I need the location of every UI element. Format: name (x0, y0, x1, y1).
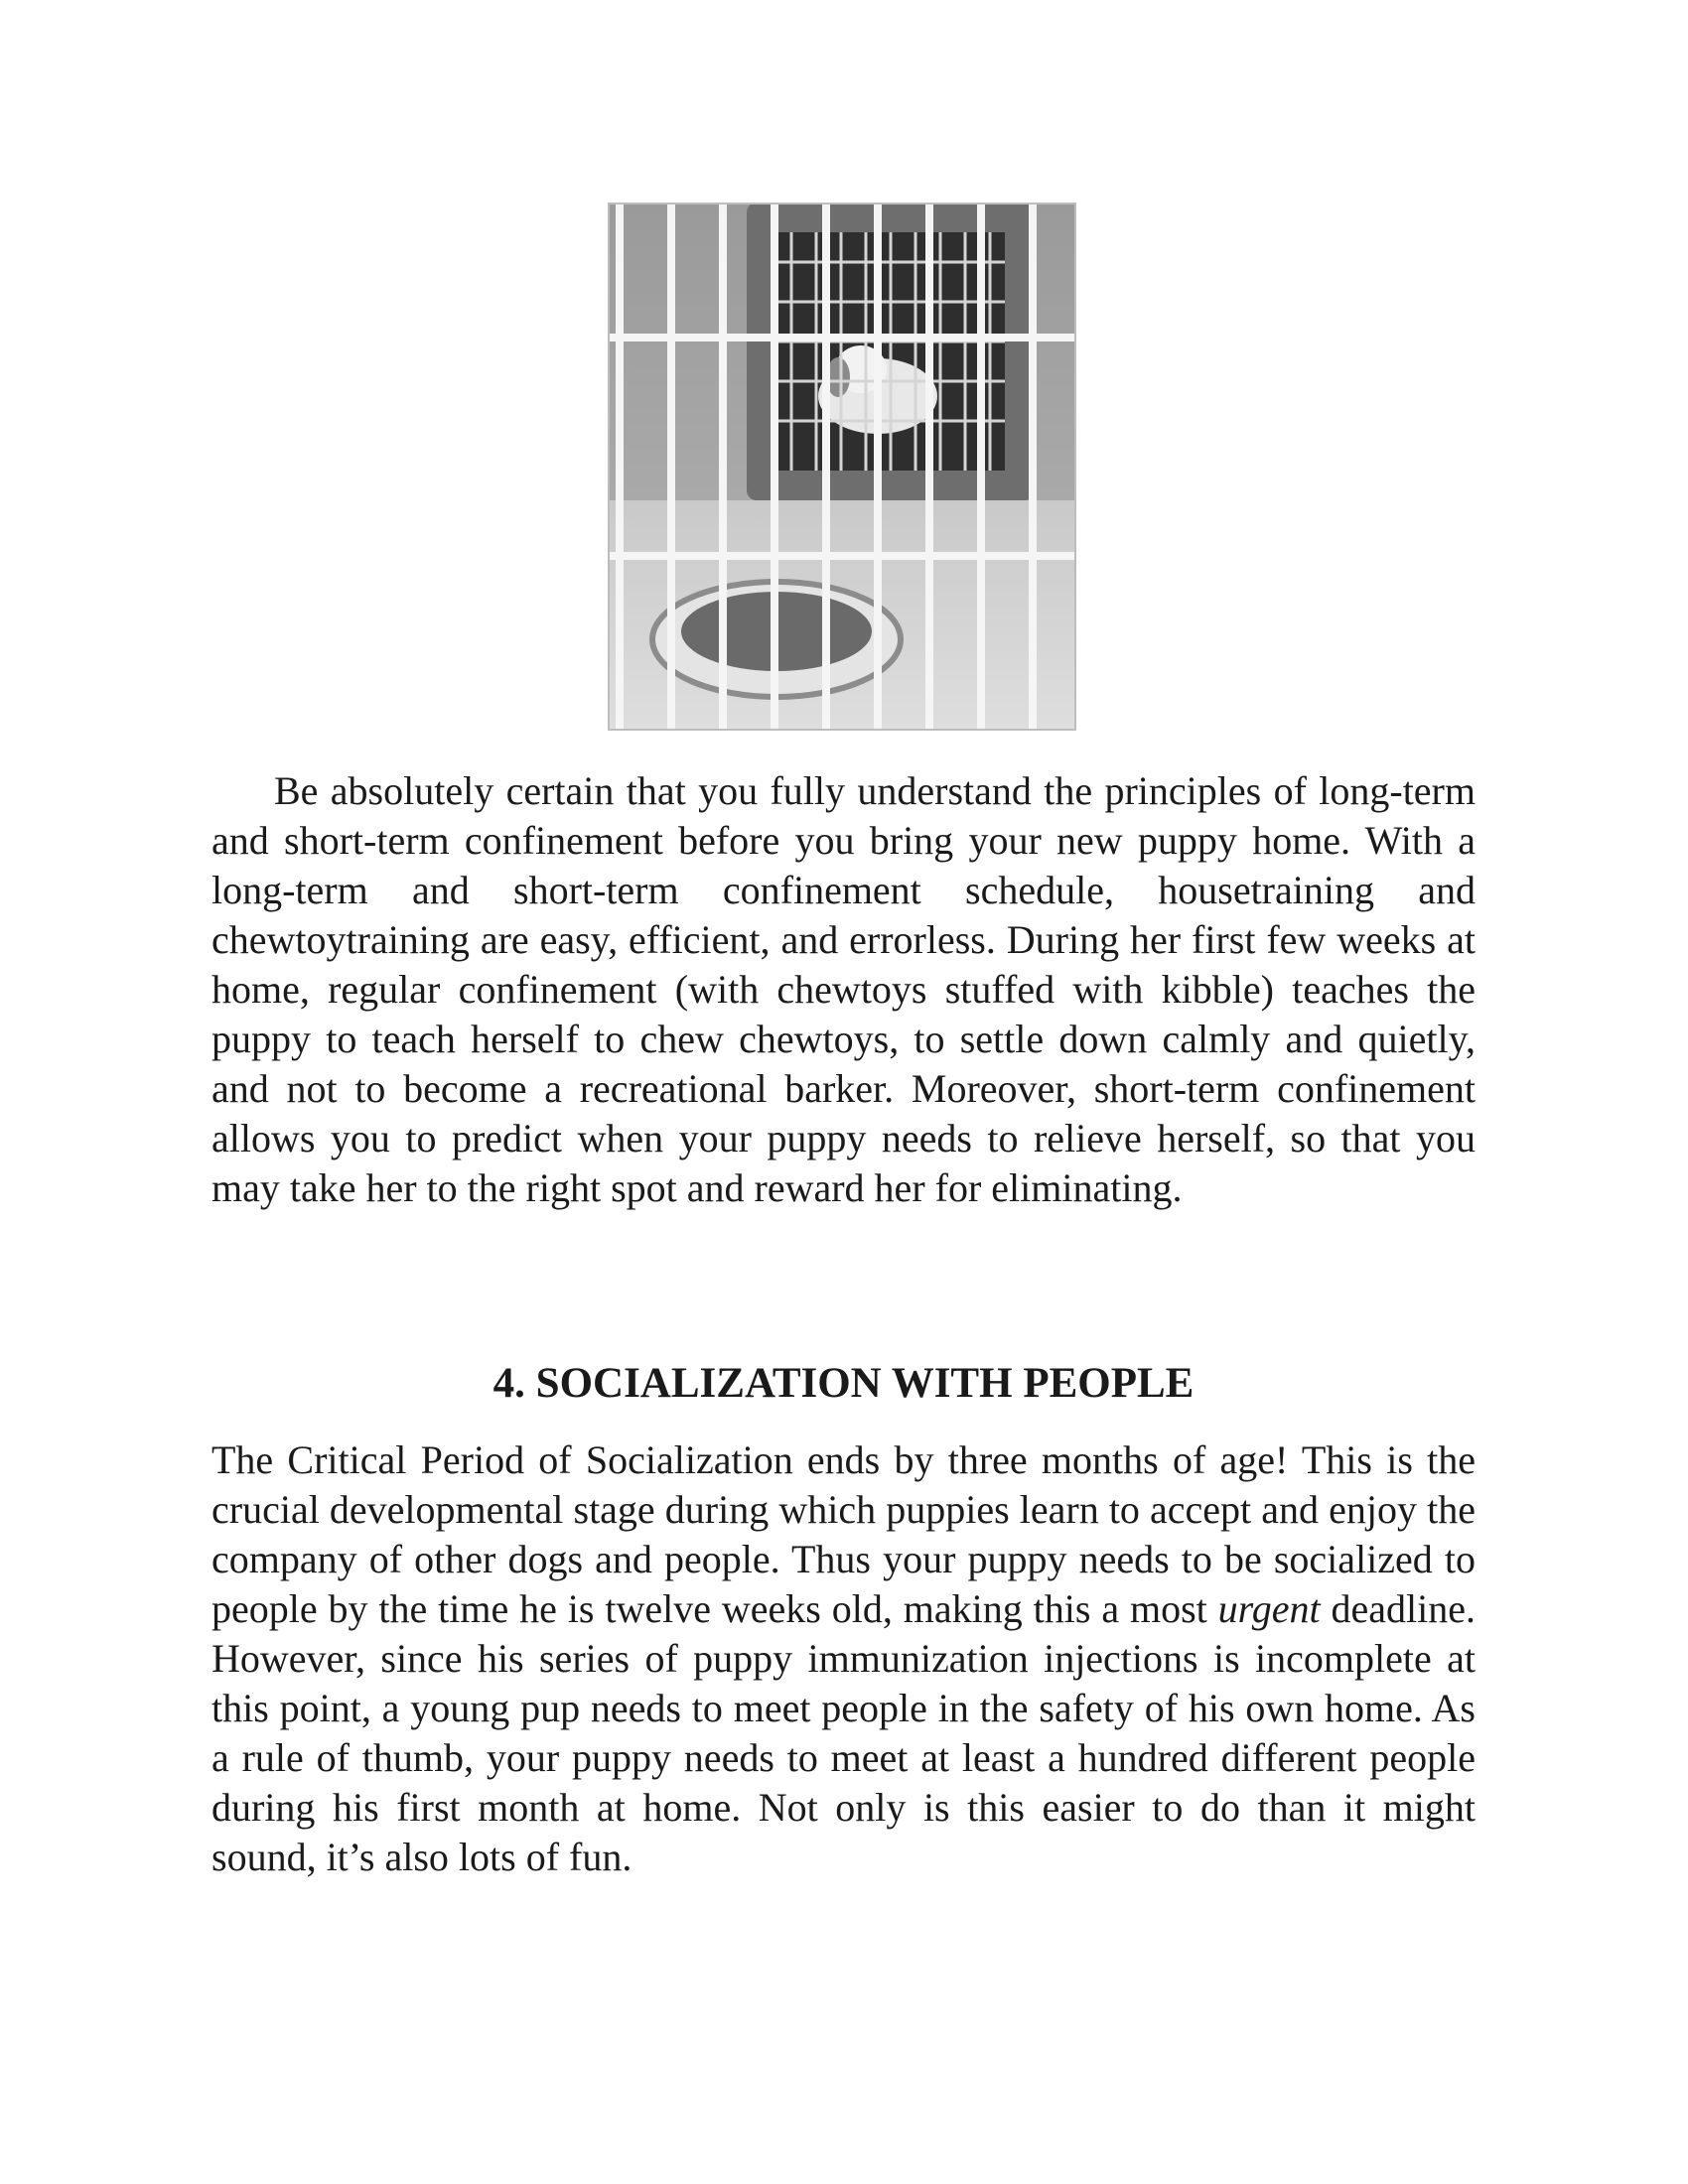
puppy-crate-photo (608, 203, 1076, 731)
socialization-text-part1: The Critical Period of Socialization ends by three months of age! This is the crucial developmental stage during which puppies learn to accept and enjoy the company of other dogs and people. Thus your puppy needs to be socialized to people by the time he is twelve weeks old, making this a most (211, 1437, 1476, 1631)
urgent-emphasis: urgent (1217, 1586, 1321, 1631)
socialization-paragraph (211, 1435, 1476, 1882)
puppy-crate-illustration (608, 203, 1076, 731)
confinement-paragraph: Be absolutely certain that you fully understand the principles of long-term and short-term confinement before you bring your new puppy home. With a long-term and short-term confinement schedule, housetraining and chewtoytraining are easy, efficient, and errorless. During her first few weeks at home, regular confinement (with chewtoys stuffed with kibble) teaches the puppy to teach herself to chew chewtoys, to settle down calmly and quietly, and not to become a recreational barker. Moreover, short-term confinement allows you to predict when your puppy needs to relieve herself, so that you may take her to the right spot and reward her for eliminating. (211, 768, 1476, 1210)
section-heading: 4. SOCIALIZATION WITH PEOPLE (492, 1360, 1195, 1407)
socialization-text-part2: deadline. However, since his series of puppy immunization injections is incomplete at this point, a young pup needs to meet people in the safety of his own home. As a rule of thumb, your puppy needs to meet at least a hundred different people during his first month at home. Not only is this easier to do than it might sound, it’s also lots of fun. (211, 1586, 1476, 1879)
